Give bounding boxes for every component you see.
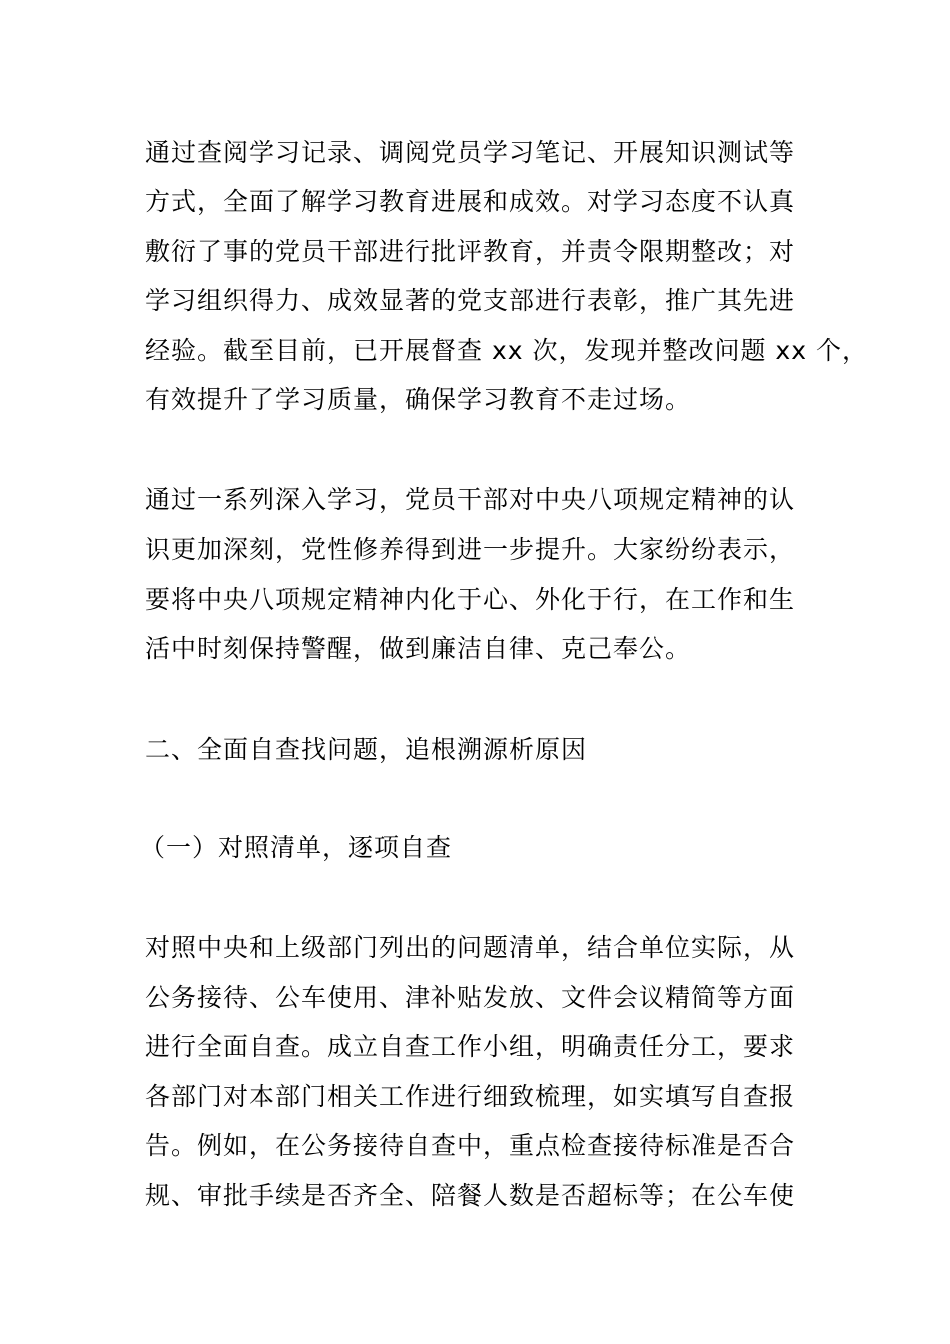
paragraph-line: 通过一系列深入学习，党员干部对中央八项规定精神的认 [145,485,796,514]
paragraph-line: 要将中央八项规定精神内化于心、外化于行，在工作和生 [145,585,796,614]
paragraph-line: 方式，全面了解学习教育进展和成效。对学习态度不认真 [145,187,796,216]
paragraph-line: 各部门对本部门相关工作进行细致梳理，如实填写自查报 [145,1082,796,1111]
paragraph-line: 通过查阅学习记录、调阅党员学习笔记、开展知识测试等 [145,138,796,167]
subsection-heading: （一）对照清单，逐项自查 [140,833,453,862]
paragraph-line: 告。例如，在公务接待自查中，重点检查接待标准是否合 [145,1131,796,1160]
paragraph-line: 公务接待、公车使用、津补贴发放、文件会议精简等方面 [145,983,796,1012]
paragraph-line: 经验。截至目前，已开展督查 xx 次，发现并整改问题 xx 个， [145,336,868,365]
paragraph-line: 活中时刻保持警醒，做到廉洁自律、克己奉公。 [145,634,692,663]
paragraph-line: 规、审批手续是否齐全、陪餐人数是否超标等；在公车使 [145,1181,796,1210]
paragraph-line: 学习组织得力、成效显著的党支部进行表彰，推广其先进 [145,286,796,315]
paragraph-line: 识更加深刻，党性修养得到进一步提升。大家纷纷表示， [145,535,796,564]
paragraph-line: 进行全面自查。成立自查工作小组，明确责任分工，要求 [145,1032,796,1061]
paragraph-line: 对照中央和上级部门列出的问题清单，结合单位实际，从 [145,933,796,962]
section-heading: 二、全面自查找问题，追根溯源析原因 [145,735,588,764]
paragraph-line: 有效提升了学习质量，确保学习教育不走过场。 [145,385,692,414]
paragraph-line: 敷衍了事的党员干部进行批评教育，并责令限期整改；对 [145,237,796,266]
